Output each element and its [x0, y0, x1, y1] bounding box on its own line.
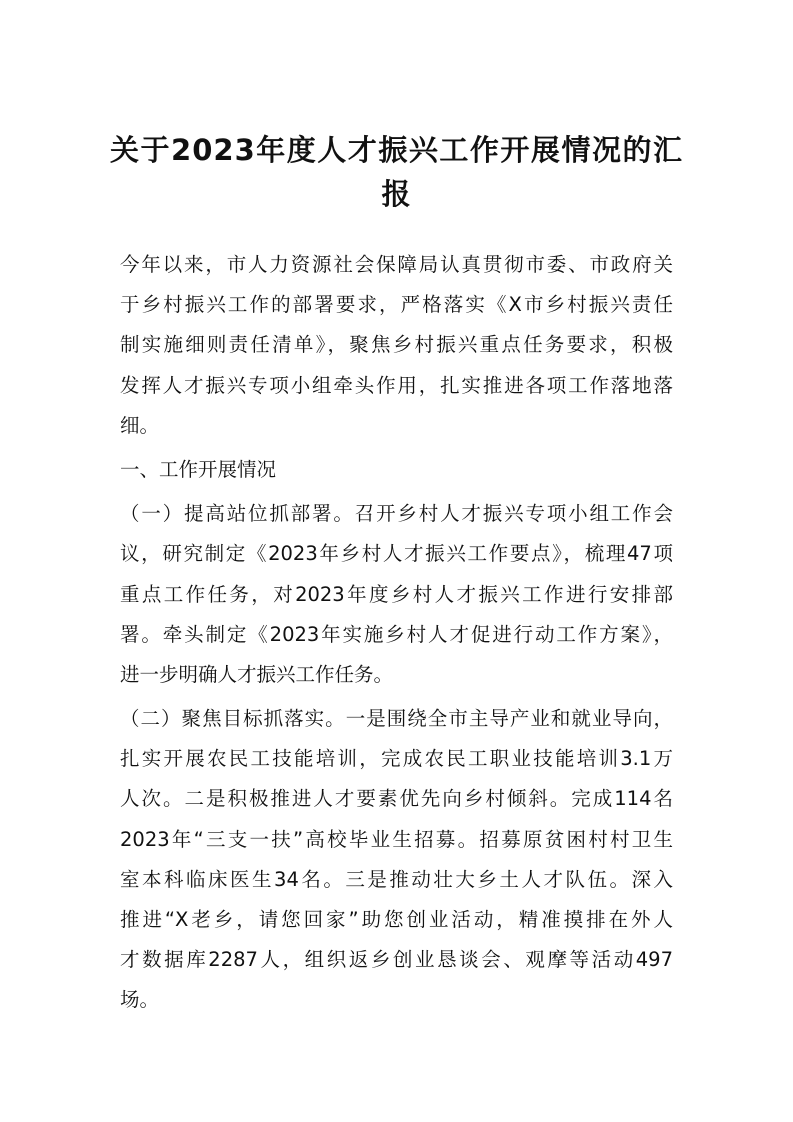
document-title-line-1: 关于2023年度人才振兴工作开展情况的汇 [110, 133, 683, 167]
text-line: 今年以来，市人力资源社会保障局认真贯彻市委、市政府关 [120, 253, 673, 276]
text-line: 制实施细则责任清单》，聚焦乡村振兴重点任务要求，积极 [120, 333, 673, 357]
text-line: 议，研究制定《2023年乡村人才振兴工作要点》，梳理47项 [120, 542, 673, 566]
paragraph-implementation [120, 699, 673, 1021]
text-line: 场。 [120, 988, 160, 1012]
text-line: 细。 [120, 413, 160, 437]
text-line: 发挥人才振兴专项小组牵头作用，扎实推进各项工作落地落 [120, 373, 673, 397]
text-line: 一、工作开展情况 [120, 457, 277, 481]
text-line: 2023年“三支一扶”高校毕业生招募。招募原贫困村村卫生 [120, 827, 673, 851]
text-line: 室本科临床医生34名。三是推动壮大乡土人才队伍。深入 [120, 867, 673, 891]
section-heading [120, 450, 673, 490]
paragraph-deployment [120, 494, 673, 695]
document-body [120, 245, 673, 1025]
intro-paragraph [120, 245, 673, 446]
text-line: 署。牵头制定《2023年实施乡村人才促进行动工作方案》， [120, 622, 673, 646]
text-line: 人次。二是积极推进人才要素优先向乡村倾斜。完成114名 [120, 787, 673, 811]
text-line: 扎实开展农民工技能培训，完成农民工职业技能培训3.1万 [120, 747, 673, 771]
text-line: 推进“X老乡，请您回家”助您创业活动，精准摸排在外人 [120, 908, 673, 931]
text-line: 才数据库2287人，组织返乡创业恳谈会、观摩等活动497 [120, 948, 673, 972]
text-line: （一）提高站位抓部署。召开乡村人才振兴专项小组工作会 [120, 502, 673, 526]
document-title-line-2: 报 [381, 177, 412, 211]
text-line: （二）聚焦目标抓落实。一是围绕全市主导产业和就业导向， [120, 707, 673, 731]
text-line: 重点工作任务，对2023年度乡村人才振兴工作进行安排部 [120, 582, 673, 606]
text-line: 进一步明确人才振兴工作任务。 [120, 662, 394, 686]
text-line: 于乡村振兴工作的部署要求，严格落实《X市乡村振兴责任 [120, 293, 673, 317]
